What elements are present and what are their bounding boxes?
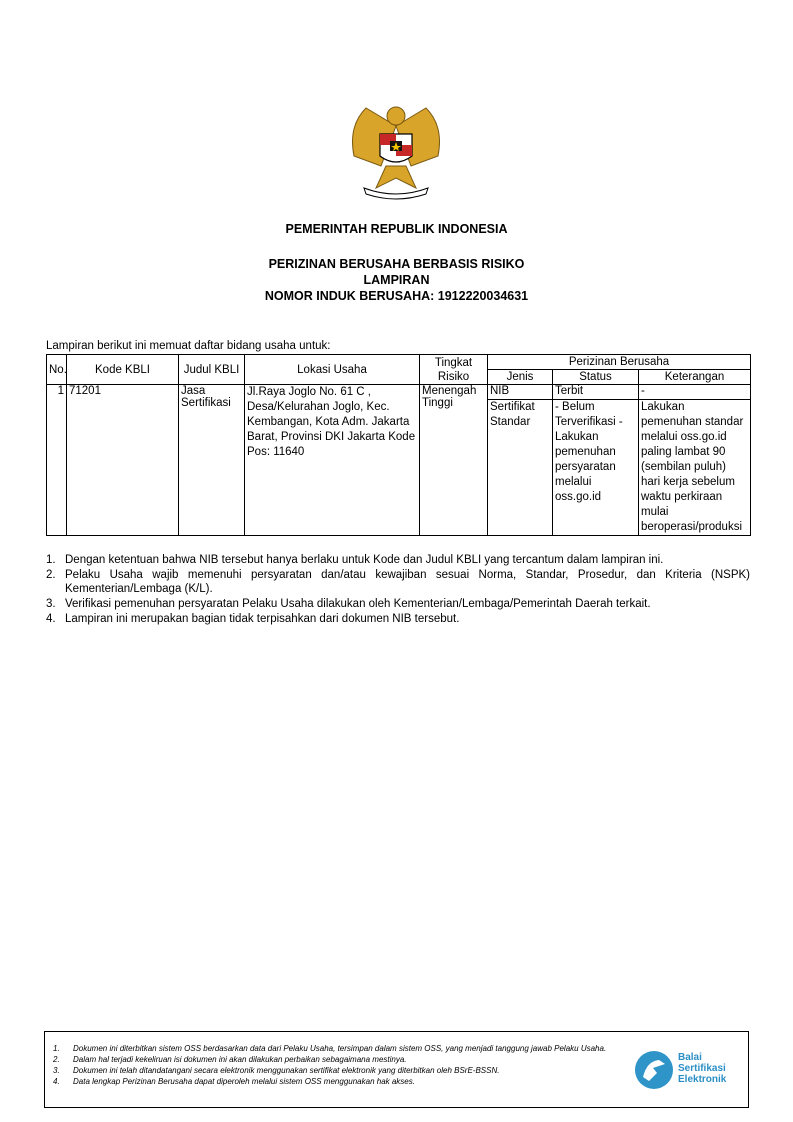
notes-list — [46, 553, 750, 627]
list-item: 4. Lampiran ini merupakan bagian tidak terpisahkan dari dokumen NIB tersebut. — [46, 613, 460, 625]
cell-kode-kbli: 71201 — [67, 385, 179, 536]
document-title: PERIZINAN BERUSAHA BERBASIS RISIKO — [268, 257, 525, 271]
list-item: 2. Dalam hal terjadi kekeliruan isi dokumen ini akan dilakukan perbaikan sebagaimana mestinya. — [53, 1055, 407, 1064]
list-item: 3. Verifikasi pemenuhan persyaratan Pelaku Usaha dilakukan oleh Kementerian/Lembaga/Pemerintah Daerah terkait. — [46, 598, 651, 610]
list-item: 3. Dokumen ini telah ditandatangani secara elektronik menggunakan sertifikat elektronik yang diterbitkan oleh BSrE-BSSN. — [53, 1066, 500, 1075]
header-no: No. — [47, 355, 67, 385]
footer-box — [44, 1031, 749, 1108]
cell-status-nib: Terbit — [553, 385, 639, 400]
table-row — [47, 385, 751, 400]
cell-lokasi-usaha: Jl.Raya Joglo No. 61 C , Desa/Kelurahan Joglo, Kec. Kembangan, Kota Adm. Jakarta Barat, Provinsi DKI Jakarta Kode Pos: 11640 — [245, 385, 420, 536]
bsre-logo — [635, 1048, 739, 1094]
cell-judul-kbli: Jasa Sertifikasi — [179, 385, 245, 536]
cell-status-sertifikat: - Belum Terverifikasi - Lakukan pemenuhan persyaratan melalui oss.go.id — [553, 400, 639, 536]
cell-keterangan-sertifikat: Lakukan pemenuhan standar melalui oss.go.id paling lambat 90 (sembilan puluh) hari kerja sebelum waktu perkiraan mulai beroperasi/produksi — [639, 400, 751, 536]
garuda-emblem-icon — [346, 96, 446, 200]
cell-tingkat-risiko: Menengah Tinggi — [420, 385, 488, 536]
header-perizinan-berusaha: Perizinan Berusaha — [488, 355, 751, 370]
list-item: 4. Data lengkap Perizinan Berusaha dapat diperoleh melalui sistem OSS menggunakan hak akses. — [53, 1077, 415, 1086]
intro-text: Lampiran berikut ini memuat daftar bidang usaha untuk: — [46, 340, 331, 352]
document-subtitle: LAMPIRAN — [363, 273, 430, 287]
list-item: 2. Pelaku Usaha wajib memenuhi persyaratan dan/atau kewajiban sesuai Norma, Standar, Prosedur, dan Kriteria (NSPK) Kementerian/Lembaga (K/L). — [46, 569, 750, 595]
footer-notes — [53, 1043, 633, 1087]
cell-jenis-sertifikat: Sertifikat Standar — [488, 400, 553, 536]
header-status: Status — [553, 370, 639, 385]
cell-no: 1 — [47, 385, 67, 536]
list-item: 1. Dengan ketentuan bahwa NIB tersebut hanya berlaku untuk Kode dan Judul KBLI yang tercantum dalam lampiran ini. — [46, 554, 664, 566]
nib-number: NOMOR INDUK BERUSAHA: 1912220034631 — [264, 289, 529, 303]
header-keterangan: Keterangan — [639, 370, 751, 385]
bsre-logo-text: Balai Sertifikasi Elektronik — [678, 1052, 727, 1085]
list-item: 1. Dokumen ini diterbitkan sistem OSS berdasarkan data dari Pelaku Usaha, tersimpan dalam sistem OSS, yang menjadi tanggung jawab Pelaku Usaha. — [53, 1044, 607, 1053]
kbli-table — [46, 354, 751, 536]
bsre-logo-icon — [635, 1051, 673, 1089]
header-lokasi-usaha: Lokasi Usaha — [245, 355, 420, 385]
header-kode-kbli: Kode KBLI — [67, 355, 179, 385]
government-title: PEMERINTAH REPUBLIK INDONESIA — [285, 222, 508, 236]
header-tingkat-risiko: Tingkat Risiko — [420, 355, 488, 385]
cell-jenis-nib: NIB — [488, 385, 553, 400]
header-judul-kbli: Judul KBLI — [179, 355, 245, 385]
cell-keterangan-nib: - — [639, 385, 751, 400]
header-jenis: Jenis — [488, 370, 553, 385]
